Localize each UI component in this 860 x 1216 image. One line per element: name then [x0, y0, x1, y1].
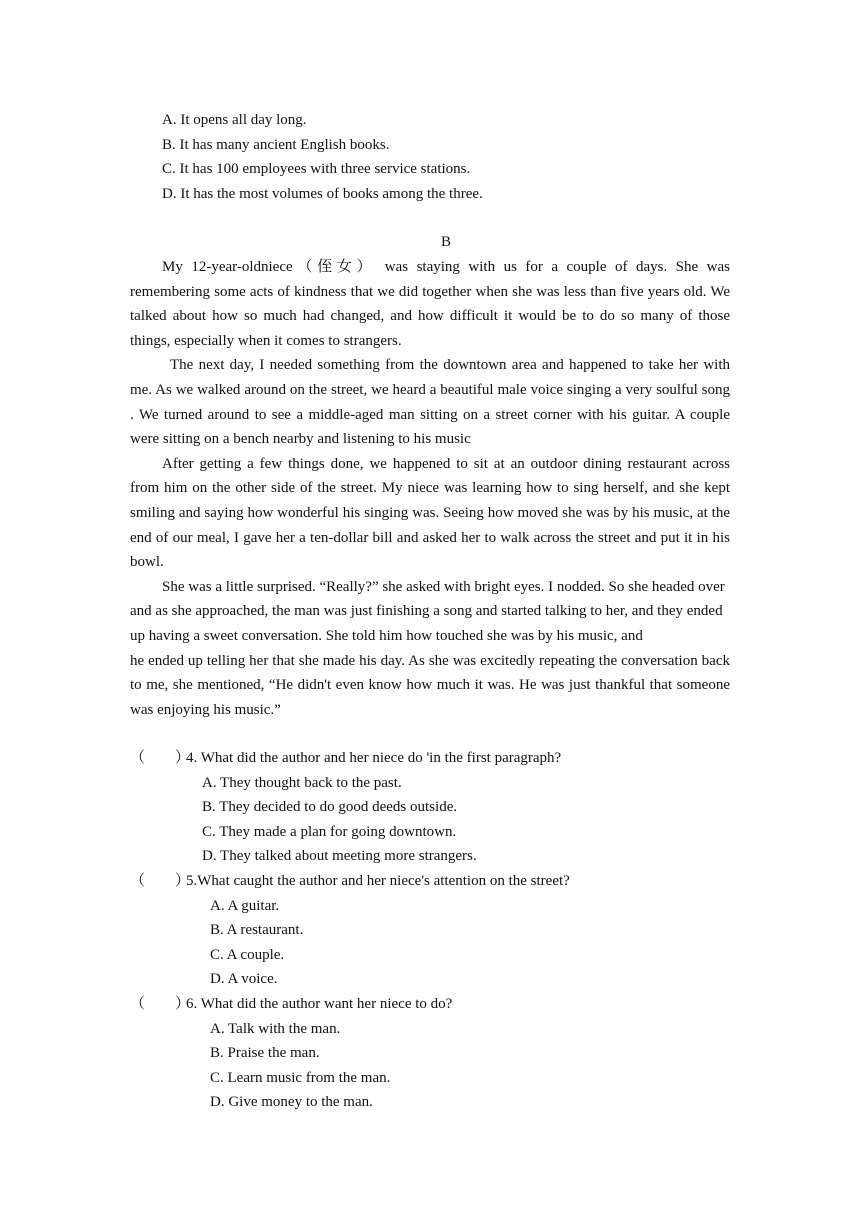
option-a: A. Talk with the man.	[210, 1020, 341, 1037]
option-c: C. Learn music from the man.	[210, 1069, 391, 1086]
option-b: B. They decided to do good deeds outside.	[202, 799, 458, 816]
option-b: B. Praise the man.	[210, 1045, 320, 1062]
question-4	[130, 746, 770, 771]
option-b: B. It has many ancient English books.	[162, 136, 390, 153]
paragraph-3: After getting a few things done, we happened to sit at an outdoor dining restaurant across from him on the other side of the street. My niece was learning how to sing herself, and she kept smiling and saying how wonderful his singing was. Seeing how moved she was by his music, at the end of our meal, I gave her a ten-dollar bill and asked her to walk across the street and put it in his bowl.	[130, 455, 730, 571]
question-4-options	[130, 771, 770, 869]
option-a: A. They thought back to the past.	[202, 774, 402, 791]
answer-blank[interactable]: （ ）	[130, 750, 191, 766]
reading-passage	[130, 255, 730, 722]
question-5-options	[130, 894, 770, 992]
option-c: C. It has 100 employees with three service stations.	[162, 161, 471, 178]
question-list	[130, 746, 770, 1115]
option-a: A. It opens all day long.	[162, 112, 307, 128]
option-d: D. A voice.	[210, 971, 278, 988]
option-a: A. A guitar.	[210, 897, 280, 914]
paragraph-4: She was a little surprised. “Really?” she asked with bright eyes. I nodded. So she headed over and as she approached, the man was just finishing a song and started talking to her, and they ended up having a sweet conversation. She told him how touched she was by his music, and	[130, 578, 725, 644]
paragraph-5: he ended up telling her that she made his day. As she was excitedly repeating the conversation back to me, she mentioned, “He didn't even know how much it was. He was just thankful that someone was enjoying his music.”	[130, 652, 730, 718]
question-stem: 5.What caught the author and her niece's attention on the street?	[186, 872, 570, 889]
section-title: B	[440, 234, 451, 250]
option-d: D. Give money to the man.	[210, 1094, 373, 1111]
answer-blank[interactable]: （ ）	[130, 995, 191, 1012]
paragraph-1: My 12-year-oldniece（侄女） was staying with us for a couple of days. She was remembering some acts of kindness that we did together when she was less than five years old. We talked about how so much had changed, and how difficult it would be to do so many of those things, especially when it comes to strangers.	[130, 259, 730, 349]
answer-blank[interactable]: （ ）	[130, 872, 191, 889]
question-stem: 4. What did the author and her niece do 'in the first paragraph?	[186, 750, 562, 766]
option-c: C. They made a plan for going downtown.	[202, 823, 457, 840]
paragraph-2: The next day, I needed something from the downtown area and happened to take her with me. As we walked around on the street, we heard a beautiful male voice singing a very soulful song . We turned around to see a middle-aged man sitting on a street corner with his guitar. A couple were sitting on a bench nearby and listening to his music	[130, 357, 730, 448]
previous-question-options	[162, 108, 483, 206]
option-c: C. A couple.	[210, 946, 285, 963]
option-b: B. A restaurant.	[210, 922, 304, 939]
question-5	[130, 869, 770, 894]
question-6-options	[130, 1017, 770, 1115]
option-d: D. They talked about meeting more strangers.	[202, 848, 477, 865]
option-d: D. It has the most volumes of books among the three.	[162, 185, 483, 202]
question-6	[130, 992, 770, 1017]
question-stem: 6. What did the author want her niece to do?	[186, 995, 453, 1012]
